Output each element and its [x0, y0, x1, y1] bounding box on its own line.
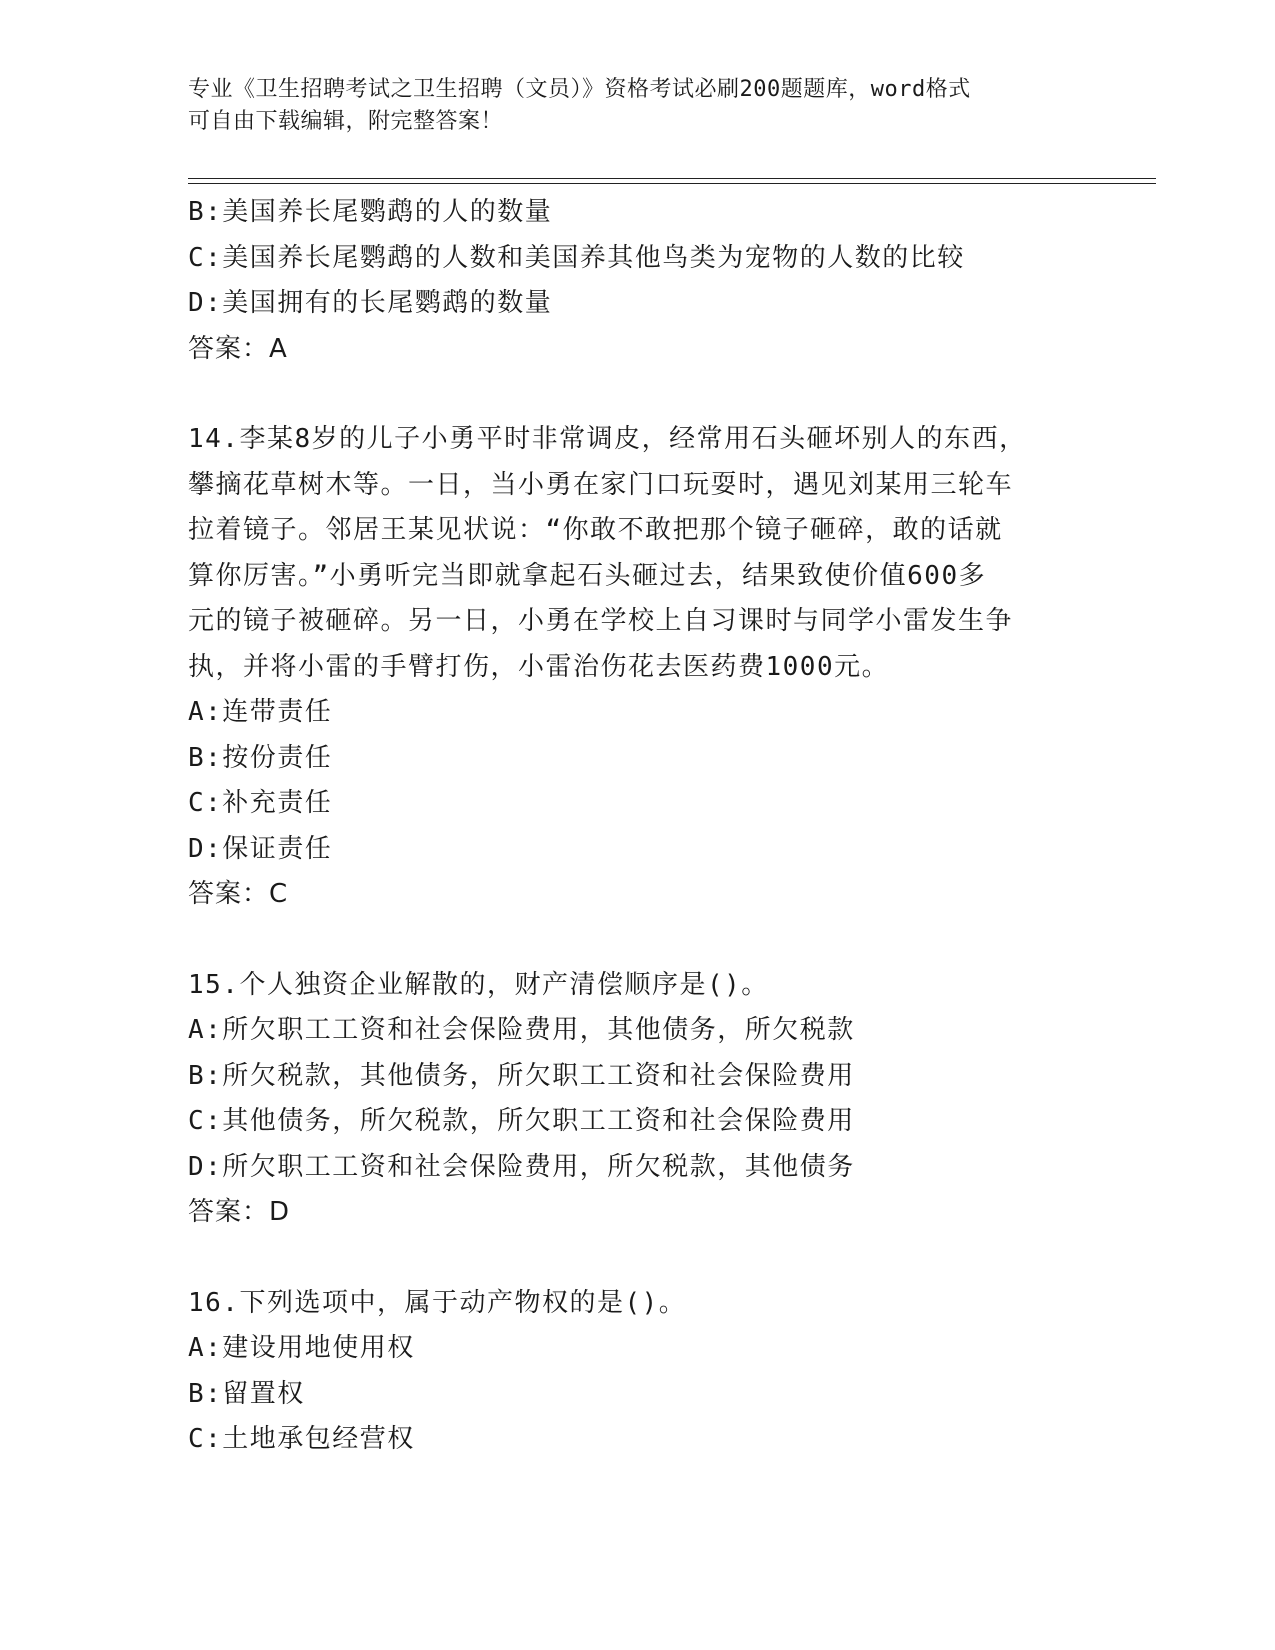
spacer — [188, 372, 1068, 417]
option-a: A:建设用地使用权 — [188, 1333, 415, 1363]
question-16-block — [188, 1281, 1068, 1463]
header-divider-top — [188, 178, 1156, 179]
prev-question-block — [188, 190, 1068, 372]
option-d: D:所欠职工工资和社会保险费用，所欠税款，其他债务 — [188, 1151, 855, 1182]
question-stem-line: 算你厉害。”小勇听完当即就拿起石头砸过去，结果致使价值600多 — [188, 560, 987, 591]
option-c: C:美国养长尾鹦鹉的人数和美国养其他鸟类为宠物的人数的比较 — [188, 242, 965, 273]
option-c: C:其他债务，所欠税款，所欠职工工资和社会保险费用 — [188, 1106, 855, 1136]
option-c: C:补充责任 — [188, 788, 333, 818]
document-header — [188, 74, 1068, 138]
option-b: B:美国养长尾鹦鹉的人的数量 — [188, 197, 553, 227]
question-15-block — [188, 963, 1068, 1236]
question-stem-line: 攀摘花草树木等。一日，当小勇在家门口玩耍时，遇见刘某用三轮车 — [188, 469, 1014, 500]
spacer — [188, 918, 1068, 963]
question-stem-line: 拉着镜子。邻居王某见状说：“你敢不敢把那个镜子砸碎，敢的话就 — [188, 515, 1003, 545]
header-divider-bottom — [188, 183, 1156, 184]
question-stem-line: 15.个人独资企业解散的，财产清偿顺序是()。 — [188, 969, 769, 1000]
answer-line: 答案：C — [188, 879, 289, 909]
question-14-block — [188, 417, 1068, 918]
question-stem-line: 执，并将小雷的手臂打伤，小雷治伤花去医药费1000元。 — [188, 651, 890, 682]
answer-line: 答案：D — [188, 1197, 291, 1227]
option-d: D:保证责任 — [188, 833, 333, 864]
option-b: B:所欠税款，其他债务，所欠职工工资和社会保险费用 — [188, 1060, 855, 1091]
question-stem-line: 14.李某8岁的儿子小勇平时非常调皮，经常用石头砸坏别人的东西， — [188, 424, 1027, 454]
option-a: A:连带责任 — [188, 697, 333, 727]
option-b: B:留置权 — [188, 1378, 305, 1409]
option-d: D:美国拥有的长尾鹦鹉的数量 — [188, 288, 553, 318]
answer-line: 答案：A — [188, 333, 288, 364]
header-line-2: 可自由下载编辑，附完整答案！ — [188, 109, 504, 134]
option-b: B:按份责任 — [188, 742, 333, 773]
question-stem-line: 元的镜子被砸碎。另一日，小勇在学校上自习课时与同学小雷发生争 — [188, 606, 1014, 636]
option-a: A:所欠职工工资和社会保险费用，其他债务，所欠税款 — [188, 1015, 855, 1045]
document-body — [188, 190, 1068, 1463]
spacer — [188, 1236, 1068, 1281]
option-c: C:土地承包经营权 — [188, 1424, 415, 1454]
header-line-1: 专业《卫生招聘考试之卫生招聘（文员）》资格考试必刷200题题库，word格式 — [188, 77, 971, 102]
question-stem-line: 16.下列选项中，属于动产物权的是()。 — [188, 1287, 687, 1318]
